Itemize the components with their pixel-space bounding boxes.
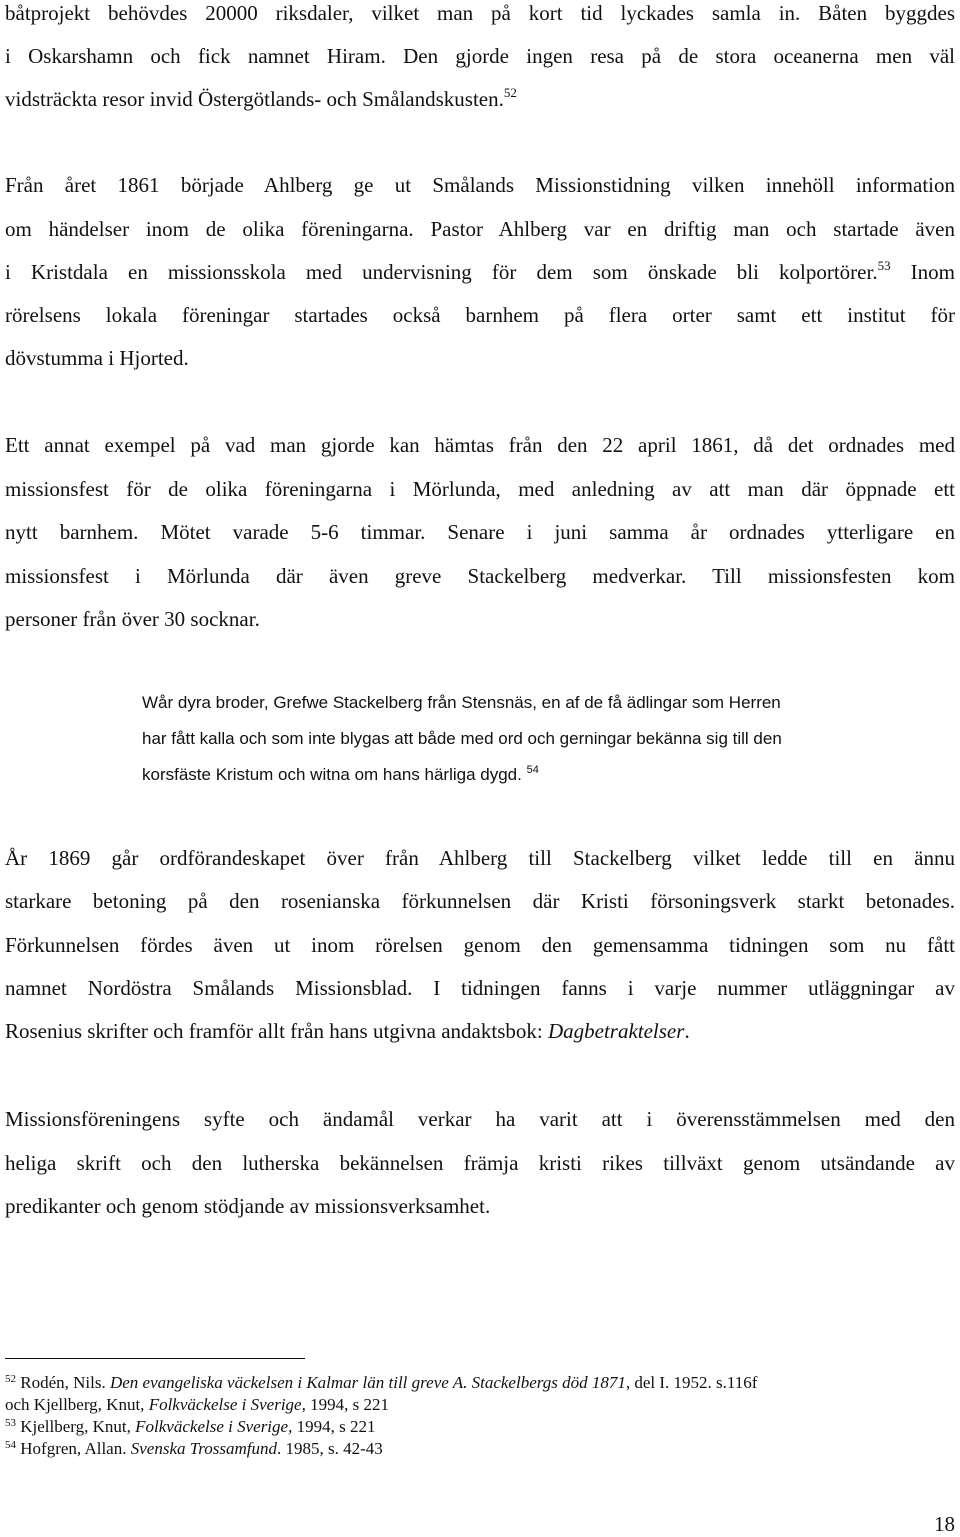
body-line: heliga skrift och den lutherska bekännelsen främja kristi rikes tillväxt genom utsändande av: [5, 1151, 955, 1175]
footnote-ref[interactable]: 53: [877, 258, 891, 273]
footnote-52: [5, 1372, 955, 1394]
book-title: Folkväckelse i Sverige,: [148, 1395, 306, 1414]
footnote-number: 54: [5, 1439, 16, 1451]
body-line: namnet Nordöstra Smålands Missionsblad. I tidningen fanns i varje nummer utläggningar av: [5, 976, 955, 1000]
footnote-text: Hofgren, Allan.: [16, 1439, 131, 1458]
body-text: .: [684, 1019, 690, 1043]
footnote-54: [5, 1438, 955, 1460]
body-line: [5, 86, 955, 112]
footnote-divider: [5, 1358, 305, 1359]
quote-line: [142, 764, 955, 786]
body-line: Ett annat exempel på vad man gjorde kan hämtas från den 22 april 1861, då det ordnades med: [5, 433, 955, 457]
body-line: rörelsens lokala föreningar startades också barnhem på flera orter samt ett institut för: [5, 303, 955, 327]
body-line: starkare betoning på den rosenianska förkunnelsen där Kristi försoningsverk starkt betonades.: [5, 889, 955, 913]
footnote-text: . 1985, s. 42-43: [276, 1439, 383, 1458]
body-line: i Oskarshamn och fick namnet Hiram. Den gjorde ingen resa på de stora oceanerna men väl: [5, 44, 955, 68]
quote-line: Wår dyra broder, Grefwe Stackelberg från Stensnäs, en af de få ädlingar som Herren: [142, 693, 781, 712]
body-line: båtprojekt behövdes 20000 riksdaler, vilket man på kort tid lyckades samla in. Båten byggdes: [5, 1, 955, 25]
footnote-text: 1994, s 221: [305, 1395, 389, 1414]
footnote-text: Rodén, Nils.: [16, 1373, 110, 1392]
page-number: 18: [934, 1512, 955, 1536]
body-line: [5, 1018, 955, 1044]
body-line: om händelser inom de olika föreningarna. Pastor Ahlberg var en driftig man och startade även: [5, 217, 955, 241]
body-text: Inom: [890, 260, 956, 284]
body-line: [5, 259, 955, 285]
body-text: i Kristdala en missionsskola med undervisning för dem som önskade bli kolportörer.: [5, 260, 878, 284]
body-line: missionsfest för de olika föreningarna i Mörlunda, med anledning av att man där öppnade ett: [5, 477, 955, 501]
body-line: Missionsföreningens syfte och ändamål verkar ha varit att i överensstämmelsen med den: [5, 1107, 955, 1131]
footnote-number: 53: [5, 1417, 16, 1429]
footnote-ref[interactable]: 52: [503, 85, 517, 100]
body-line: personer från över 30 socknar.: [5, 607, 260, 631]
footnote-53: [5, 1416, 955, 1438]
book-title: Folkväckelse i Sverige,: [135, 1417, 293, 1436]
quote-line: har fått kalla och som inte blygas att både med ord och gerningar bekänna sig till den: [142, 729, 782, 748]
body-line: missionsfest i Mörlunda där även greve Stackelberg medverkar. Till missionsfesten kom: [5, 564, 955, 588]
body-line: nytt barnhem. Mötet varade 5-6 timmar. Senare i juni samma år ordnades ytterligare en: [5, 520, 955, 544]
book-title: Den evangeliska väckelsen i Kalmar län till greve A. Stackelbergs död 1871: [109, 1373, 626, 1392]
body-line: År 1869 går ordförandeskapet över från Ahlberg till Stackelberg vilket ledde till en ännu: [5, 846, 955, 870]
footnote-text: 1994, s 221: [292, 1417, 376, 1436]
body-text: Rosenius skrifter och framför allt från hans utgivna andaktsbok:: [5, 1019, 548, 1043]
book-title: Svenska Trossamfund: [130, 1439, 277, 1458]
footnote-text: och Kjellberg, Knut,: [5, 1395, 149, 1414]
book-title: Dagbetraktelser: [547, 1019, 685, 1043]
body-line: predikanter och genom stödjande av missionsverksamhet.: [5, 1194, 491, 1218]
footnote-52-cont: [5, 1394, 955, 1416]
quote-text: korsfäste Kristum och witna om hans härliga dygd.: [142, 765, 522, 784]
body-line: dövstumma i Hjorted.: [5, 346, 189, 370]
body-text: vidsträckta resor invid Östergötlands- och Smålandskusten.: [5, 87, 504, 111]
body-line: Förkunnelsen fördes även ut inom rörelsen genom den gemensamma tidningen som nu fått: [5, 933, 955, 957]
footnote-text: , del I. 1952. s.116f: [625, 1373, 758, 1392]
footnote-text: Kjellberg, Knut,: [16, 1417, 136, 1436]
footnote-ref[interactable]: 54: [526, 764, 539, 776]
footnote-number: 52: [5, 1373, 16, 1385]
body-line: Från året 1861 började Ahlberg ge ut Smålands Missionstidning vilken innehöll information: [5, 173, 955, 197]
